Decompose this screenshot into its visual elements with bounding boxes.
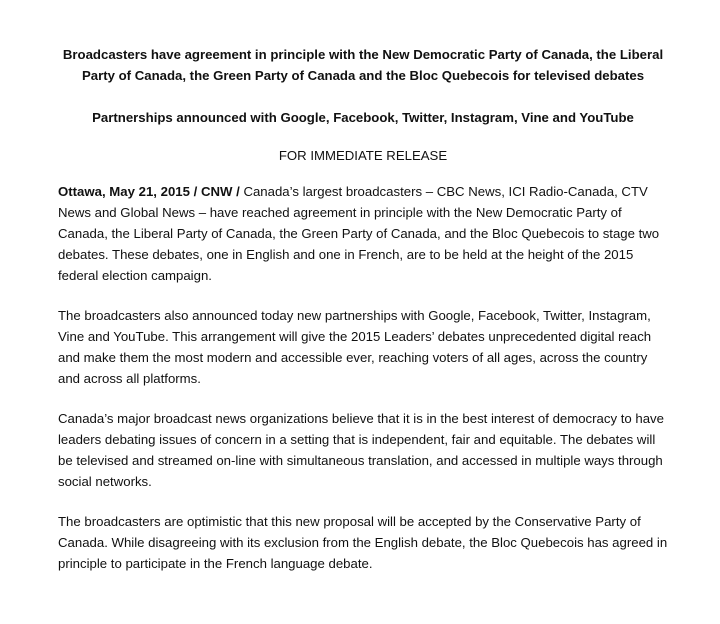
subheadline: Partnerships announced with Google, Facebook, Twitter, Instagram, Vine and YouTube: [92, 110, 634, 125]
press-release-page: [0, 45, 720, 624]
paragraph-2: The broadcasters also announced today new partnerships with Google, Facebook, Twitter, Instagram, Vine and YouTube. This arrangement will give the 2015 Leaders’ debates unprecedented digital reach and make them the most modern and accessible ever, reaching voters of all ages, across the country and across all platforms.: [58, 308, 652, 386]
dateline: Ottawa, May 21, 2015 / CNW /: [58, 184, 240, 199]
release-label: FOR IMMEDIATE RELEASE: [278, 148, 448, 163]
paragraph-1-text: Canada’s largest broadcasters – CBC News, ICI Radio-Canada, CTV News and Global News – have reached agreement in principle with the New Democratic Party of Canada, the Liberal Party of Canada, the Green Party of Canada, and the Bloc Quebecois to stage two debates. These debates, one in English and one in French, are to be held at the height of the 2015 federal election campaign.: [58, 184, 660, 283]
paragraph-3: Canada’s major broadcast news organizations believe that it is in the best interest of democracy to have leaders debating issues of concern in a setting that is independent, fair and equitable. The debates will be televised and streamed on-line with simultaneous translation, and accessed in multiple ways through social networks.: [58, 411, 664, 489]
headline: Broadcasters have agreement in principle with the New Democratic Party of Canada, the Liberal Party of Canada, the Green Party of Canada and the Bloc Quebecois for televised debates: [62, 47, 664, 83]
paragraph-1: [58, 181, 668, 286]
paragraph-4: The broadcasters are optimistic that this new proposal will be accepted by the Conservative Party of Canada. While disagreeing with its exclusion from the English debate, the Bloc Quebecois has agreed in principle to participate in the French language debate.: [58, 514, 668, 571]
